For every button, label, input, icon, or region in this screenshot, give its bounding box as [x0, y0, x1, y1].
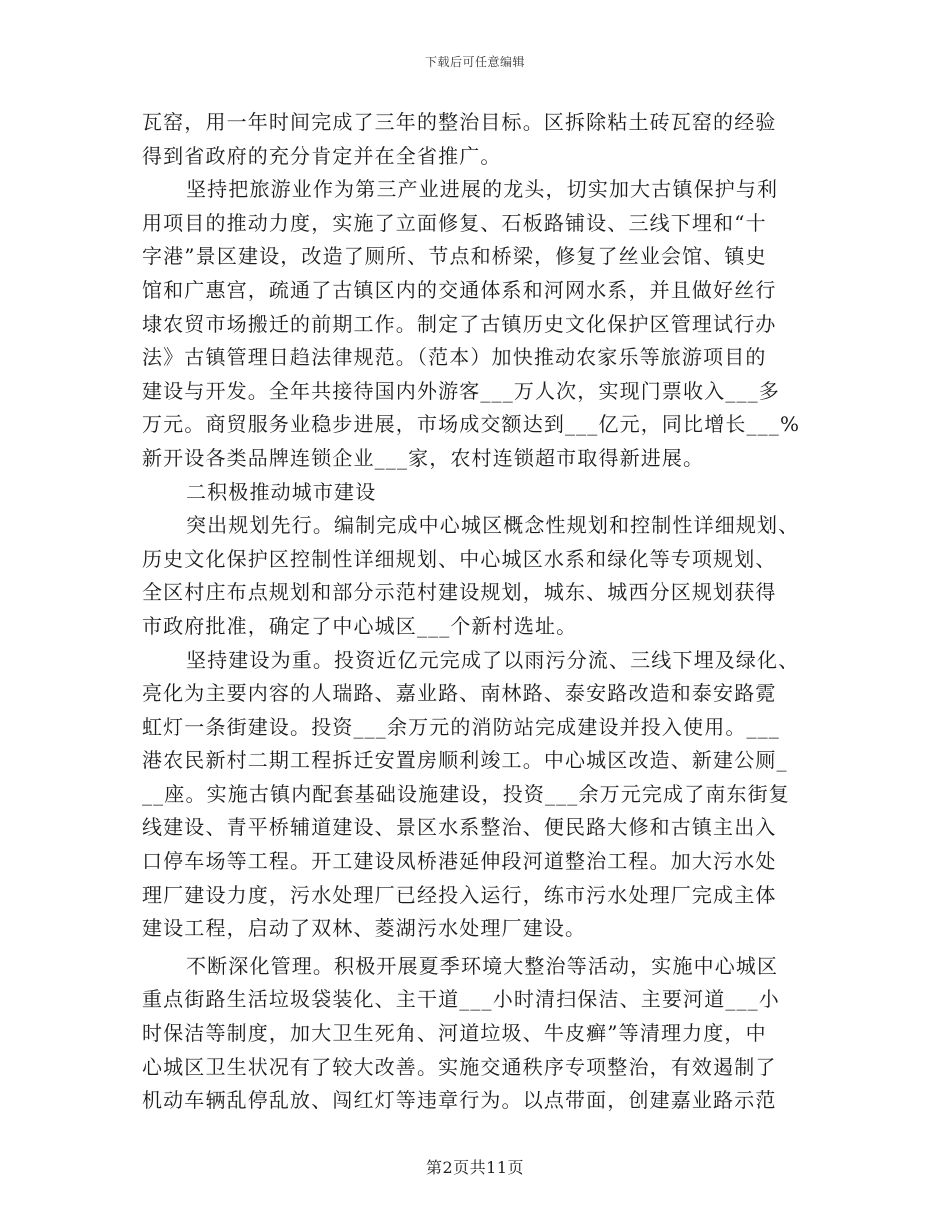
- text-line: 线建设、青平桥辅道建设、景区水系整治、便民路大修和古镇主出入: [142, 815, 777, 840]
- paragraph-start-line: 突出规划先行。编制完成中心城区概念性规划和控制性详细规划、: [186, 513, 800, 538]
- text-line: 亮化为主要内容的人瑞路、嘉业路、南林路、泰安路改造和泰安路霓: [142, 681, 777, 706]
- text-line: 埭农贸市场搬迁的前期工作。制定了古镇历史文化保护区管理试行办: [142, 311, 777, 336]
- text-line: 机动车辆乱停乱放、闯红灯等违章行为。以点带面，创建嘉业路示范: [142, 1088, 777, 1113]
- text-line: 理厂建设力度，污水处理厂已经投入运行，练市污水处理厂完成主体: [142, 882, 777, 907]
- page-number: 第2页共11页: [425, 1158, 525, 1177]
- text-line: 重点街路生活垃圾袋装化、主干道___小时清扫保洁、主要河道___小: [142, 987, 780, 1012]
- paragraph-start-line: 不断深化管理。积极开展夏季环境大整治等活动，实施中心城区: [186, 953, 779, 978]
- text-line: 建设与开发。全年共接待国内外游客___万人次，实现门票收入___多: [142, 378, 780, 403]
- text-line: 用项目的推动力度，实施了立面修复、石板路铺设、三线下埋和“十: [142, 210, 767, 235]
- text-line: 口停车场等工程。开工建设凤桥港延伸段河道整治工程。加大污水处: [142, 849, 777, 874]
- text-line: 新开设各类品牌连锁企业___家，农村连锁超市取得新进展。: [142, 445, 705, 470]
- page-header: 下载后可任意编辑: [424, 55, 525, 69]
- text-line: 万元。商贸服务业稳步进展，市场成交额达到___亿元，同比增长___%: [142, 412, 801, 437]
- text-line: __座。实施古镇内配套基础设施建设，投资___余万元完成了南东街复: [142, 781, 790, 806]
- text-line: 建设工程，启动了双林、菱湖污水处理厂建设。: [142, 916, 587, 941]
- section-heading: 二积极推动城市建设: [186, 479, 377, 504]
- text-line: 历史文化保护区控制性详细规划、中心城区水系和绿化等专项规划、: [142, 546, 777, 571]
- text-line: 港农民新村二期工程拆迁安置房顺利竣工。中心城区改造、新建公厕_: [142, 748, 788, 773]
- text-line: 得到省政府的充分肯定并在全省推广。: [142, 143, 502, 168]
- text-line: 时保洁等制度，加大卫生死角、河道垃圾、牛皮癣”等清理力度，中: [142, 1021, 767, 1046]
- document-body: [142, 106, 802, 1118]
- text-line: 虹灯一条街建设。投资___余万元的消防站完成建设并投入使用。___: [142, 714, 780, 739]
- text-line: 全区村庄布点规划和部分示范村建设规划，城东、城西分区规划获得: [142, 580, 777, 605]
- text-line: 字港”景区建设，改造了厕所、节点和桥梁，修复了丝业会馆、镇史: [142, 244, 767, 269]
- text-line: 心城区卫生状况有了较大改善。实施交通秩序专项整治，有效遏制了: [142, 1054, 777, 1079]
- paragraph-start-line: 坚持把旅游业作为第三产业进展的龙头，切实加大古镇保护与利: [186, 177, 779, 202]
- paragraph-start-line: 坚持建设为重。投资近亿元完成了以雨污分流、三线下埋及绿化、: [186, 647, 800, 672]
- text-line: 瓦窑，用一年时间完成了三年的整治目标。区拆除粘土砖瓦窑的经验: [142, 110, 777, 134]
- text-line: 法》古镇管理日趋法律规范。（范本）加快推动农家乐等旅游项目的: [142, 345, 767, 370]
- text-line: 馆和广惠宫，疏通了古镇区内的交通体系和河网水系，并且做好丝行: [142, 277, 777, 302]
- text-line: 市政府批准，确定了中心城区___个新村选址。: [142, 613, 578, 638]
